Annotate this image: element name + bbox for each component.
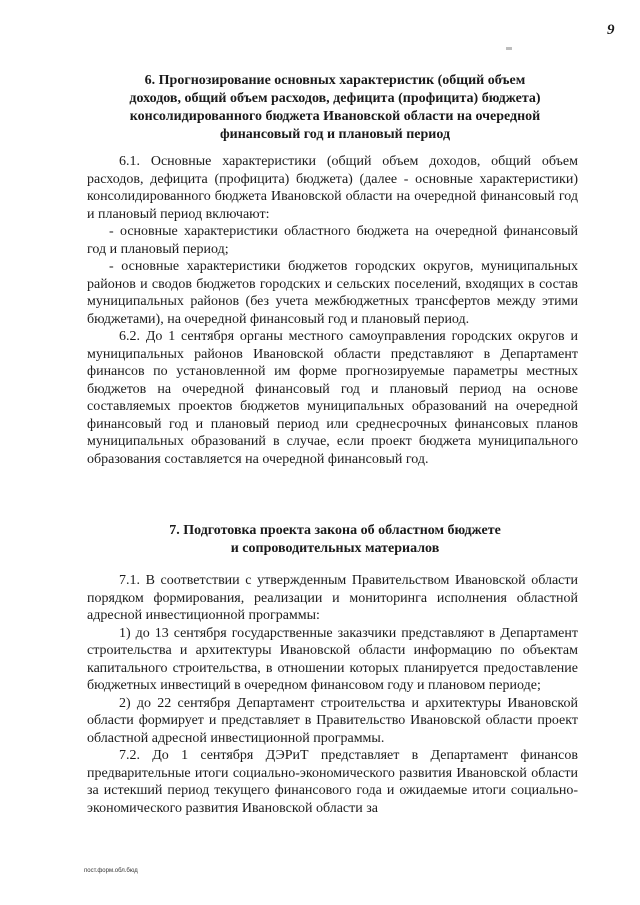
bullet-municipal-budgets: - основные характеристики бюджетов городских округов, муниципальных районов и сводов бюджетов городских и сельских поселений, входящих в состав муниципальных районов (без учета межбюджетных трансфертов между этими бюджетами), на очередной финансовый год и плановый период. (87, 259, 578, 327)
heading-line: 6. Прогнозирование основных характеристик (общий объем (144, 73, 526, 88)
bullet-regional-budget: - основные характеристики областного бюджета на очередной финансовый год и плановый период; (87, 224, 578, 257)
section-6-body (87, 153, 578, 468)
heading-line: доходов, общий объем расходов, дефицита (профицита) бюджета) (129, 91, 541, 106)
heading-line: консолидированного бюджета Ивановской области на очередной (129, 109, 541, 124)
list-item-7-1-1: 1) до 13 сентября государственные заказчики представляют в Департамент строительства и архитектуры Ивановской области информацию по объектам капитального строительства, в отношении которых планируется предоставление бюджетных инвестиций в очередном финансовом году и плановом периоде; (87, 625, 578, 693)
paragraph-7-2: 7.2. До 1 сентября ДЭРиТ представляет в Департамент финансов предварительные итоги социально-экономического развития Ивановской области за истекший период текущего финансового года и ожидаемые итоги социально-экономического развития Ивановской области за (87, 748, 578, 816)
section-6-heading (80, 72, 590, 144)
paragraph-7-1: 7.1. В соответствии с утвержденным Правительством Ивановской области порядком формирования, реализации и мониторинга исполнения областной адресной инвестиционной программы: (87, 573, 578, 623)
section-7-body (87, 572, 578, 817)
heading-line: и сопроводительных материалов (230, 541, 440, 556)
page-number: 9 (607, 22, 615, 38)
section-7-heading (80, 522, 590, 558)
paragraph-6-2: 6.2. До 1 сентября органы местного самоуправления городских округов и муниципальных районов Ивановской области представляют в Департамент финансов по установленной им форме прогнозируемые параметры местных бюджетов на очередной финансовый год и плановый период на основе составляемых проектов бюджетов муниципальных образований на очередной финансовый год и плановый период или среднесрочных финансовых планов муниципальных образований в случае, если проект бюджета муниципального образования составляется на очередной финансовый год. (87, 329, 578, 467)
list-item-7-1-2: 2) до 22 сентября Департамент строительства и архитектуры Ивановской области формирует и представляет в Правительство Ивановской области проект областной адресной инвестиционной программы. (87, 695, 578, 746)
paragraph-6-1: 6.1. Основные характеристики (общий объем доходов, общий объем расходов, дефицита (профицита) бюджета) (далее - основные характеристики) консолидированного бюджета Ивановской области на очередной финансовый год и плановый период включают: (87, 154, 578, 222)
scan-mark (506, 47, 512, 50)
heading-line: 7. Подготовка проекта закона об областном бюджете (169, 523, 501, 538)
footer-filename: пост.форм.обл.бюд (84, 868, 138, 874)
heading-line: финансовый год и плановый период (219, 127, 451, 142)
